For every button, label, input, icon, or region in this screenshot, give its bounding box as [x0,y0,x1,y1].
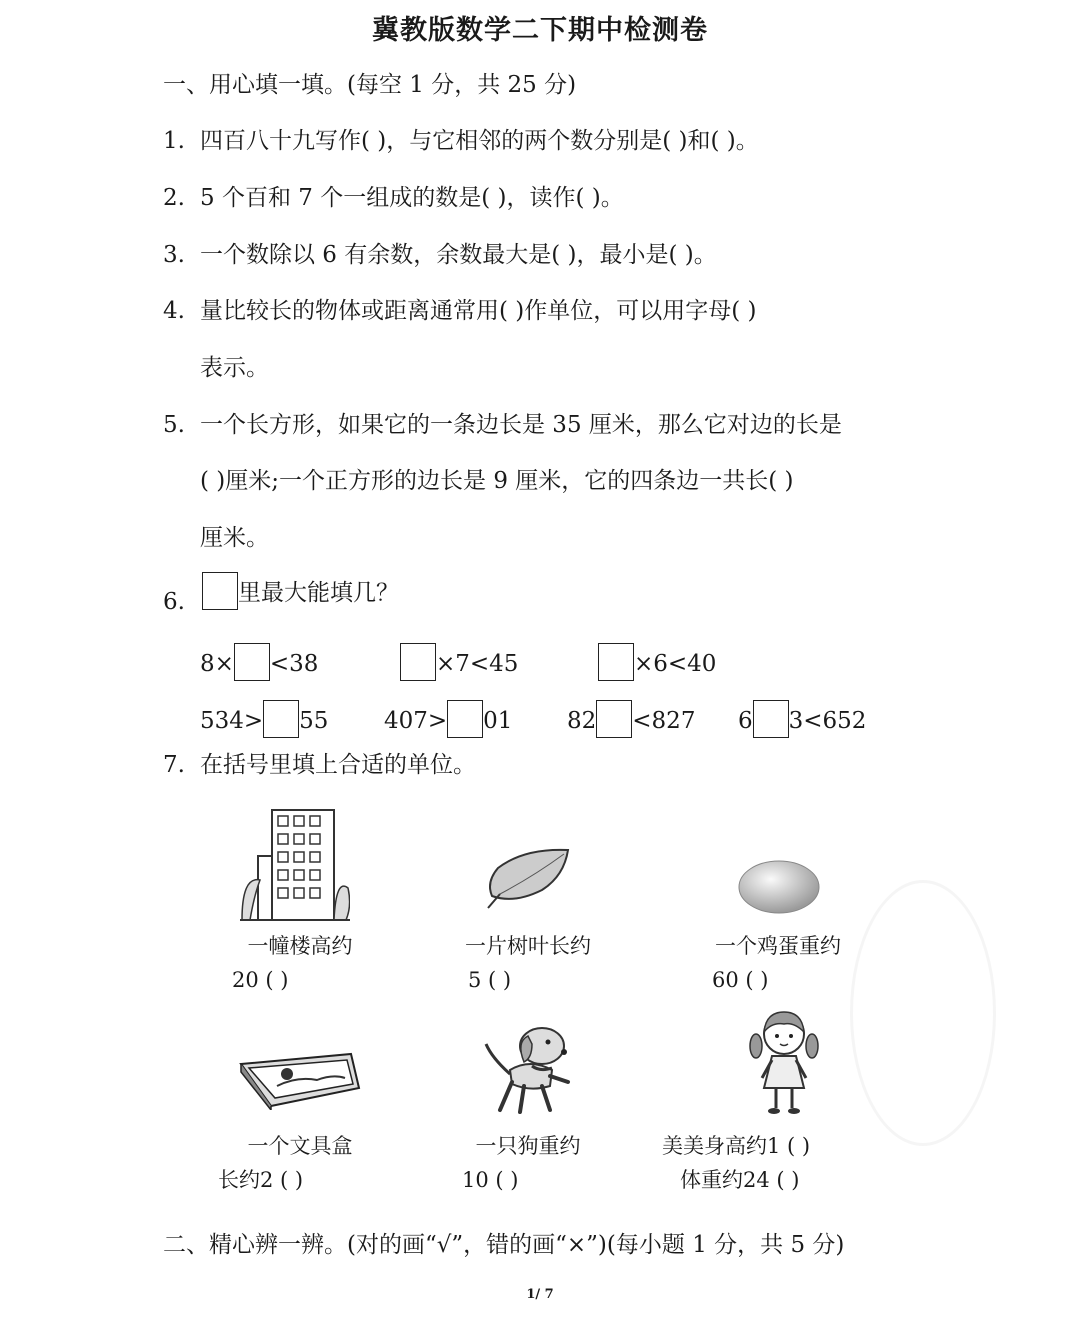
answer-box[interactable] [598,643,634,681]
answer-box[interactable] [596,700,632,738]
section2-heading: 二、精心辨一辨。(对的画“√”，错的画“×”)(每小题 1 分，共 5 分) [163,1232,845,1258]
answer-box[interactable] [202,572,238,610]
q5-line3: 厘米。 [200,525,269,551]
q7-item1-line2: 20 ( ) [232,968,289,992]
q6-row1-item1: 8× <38 [200,643,318,681]
q5-line1: 一个长方形，如果它的一条边长是 35 厘米，那么它对边的长是 [200,412,842,438]
q6-row2-item2: 407> 01 [384,700,512,738]
section1-heading: 一、用心填一填。(每空 1 分，共 25 分) [163,72,577,98]
q6-row1-item3: ×6<40 [598,643,716,681]
q6-row1-item2: ×7<45 [400,643,518,681]
answer-box[interactable] [234,643,270,681]
q3-number: 3. [163,242,185,268]
girl-icon [742,1004,826,1118]
q6-prompt: 里最大能填几？ [202,572,399,610]
watermark-seal [850,880,996,1146]
q2-text: 5 个百和 7 个一组成的数是( )，读作( )。 [200,185,624,211]
q5-line2: ( )厘米;一个正方形的边长是 9 厘米，它的四条边一共长( ) [200,468,794,494]
pencil-box-icon [237,1050,363,1110]
answer-box[interactable] [263,700,299,738]
q7-item2-line1: 一片树叶长约 [465,934,591,958]
q1-number: 1. [163,128,185,154]
q7-item6-line2: 体重约24 ( ) [680,1168,800,1192]
q7-item4-line2: 长约2 ( ) [218,1168,304,1192]
q7-item2-line2: 5 ( ) [468,968,512,992]
q5-number: 5. [163,412,185,438]
answer-box[interactable] [400,643,436,681]
q7-item3-line2: 60 ( ) [712,968,769,992]
building-icon [240,806,350,922]
page-title: 冀教版数学二下期中检测卷 [372,15,708,46]
q6-number: 6. [163,589,185,615]
q7-prompt: 在括号里填上合适的单位。 [200,752,476,778]
q6-row2-item3: 82 <827 [567,700,695,738]
q4-line2: 表示。 [200,355,269,381]
q7-item6-line1: 美美身高约1 ( ) [662,1134,811,1158]
q7-item5-line2: 10 ( ) [462,1168,519,1192]
egg-icon [736,858,822,916]
q2-number: 2. [163,185,185,211]
q6-row2-item4: 6 3<652 [738,700,866,738]
answer-box[interactable] [753,700,789,738]
answer-box[interactable] [447,700,483,738]
q3-text: 一个数除以 6 有余数，余数最大是( )，最小是( )。 [200,242,717,268]
q7-item1-line1: 一幢楼高约 [247,934,353,958]
q7-number: 7. [163,752,185,778]
q7-item4-line1: 一个文具盒 [247,1134,353,1158]
q7-item3-line1: 一个鸡蛋重约 [715,934,841,958]
page-number: 1/ 7 [526,1287,554,1302]
q1-text: 四百八十九写作( )，与它相邻的两个数分别是( )和( )。 [200,128,759,154]
q7-item5-line1: 一只狗重约 [475,1134,581,1158]
dog-icon [480,1022,576,1118]
leaf-icon [484,846,572,912]
q6-row2-item1: 534> 55 [200,700,328,738]
q4-number: 4. [163,298,185,324]
q4-line1: 量比较长的物体或距离通常用( )作单位，可以用字母( ) [200,298,757,324]
